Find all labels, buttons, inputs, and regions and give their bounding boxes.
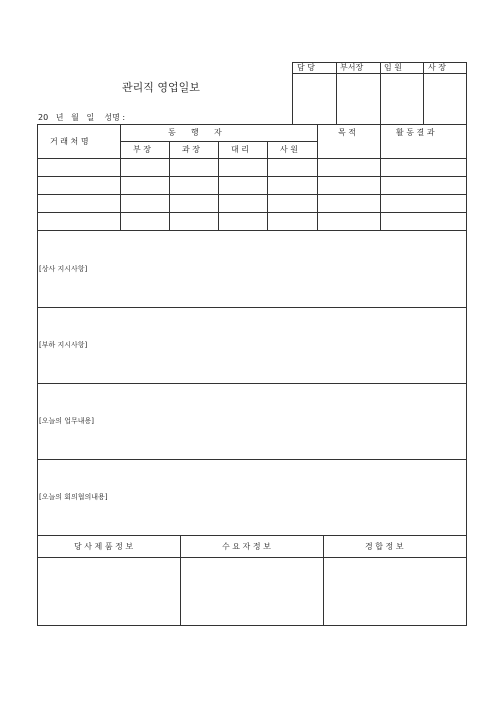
approval-label-manager: 담 당	[297, 63, 315, 72]
document-title: 관리직 영업일보	[122, 81, 200, 94]
purpose-header: 목 적	[338, 128, 356, 137]
product-info-header: 당 사 제 품 정 보	[74, 542, 134, 551]
client-name-header: 거 래 처 명	[50, 137, 89, 146]
customer-info-header: 수 요 자 정 보	[222, 542, 271, 551]
approval-label-executive: 임 원	[384, 63, 402, 72]
competitor-info-header: 경 합 정 보	[365, 542, 404, 551]
companion-general-manager: 부 장	[133, 145, 151, 154]
todays-meeting-label: [오늘의 회의협의내용]	[39, 493, 108, 501]
companion-header: 동 행 자	[168, 128, 222, 137]
activity-result-header: 활 동 결 과	[396, 128, 435, 137]
companion-section-chief: 과 장	[182, 145, 200, 154]
superior-instructions-label: [상사 지시사항]	[39, 265, 88, 273]
subordinate-instructions-label: [부하 지시사항]	[39, 341, 88, 349]
approval-label-president: 사 장	[428, 63, 446, 72]
companion-staff: 사 원	[280, 145, 298, 154]
companion-deputy: 대 리	[231, 145, 249, 154]
todays-work-label: [오늘의 업무내용]	[39, 417, 95, 425]
date-name-line: 20 년 월 일 성명 :	[38, 113, 126, 122]
approval-label-dept-head: 부서장	[340, 63, 364, 72]
